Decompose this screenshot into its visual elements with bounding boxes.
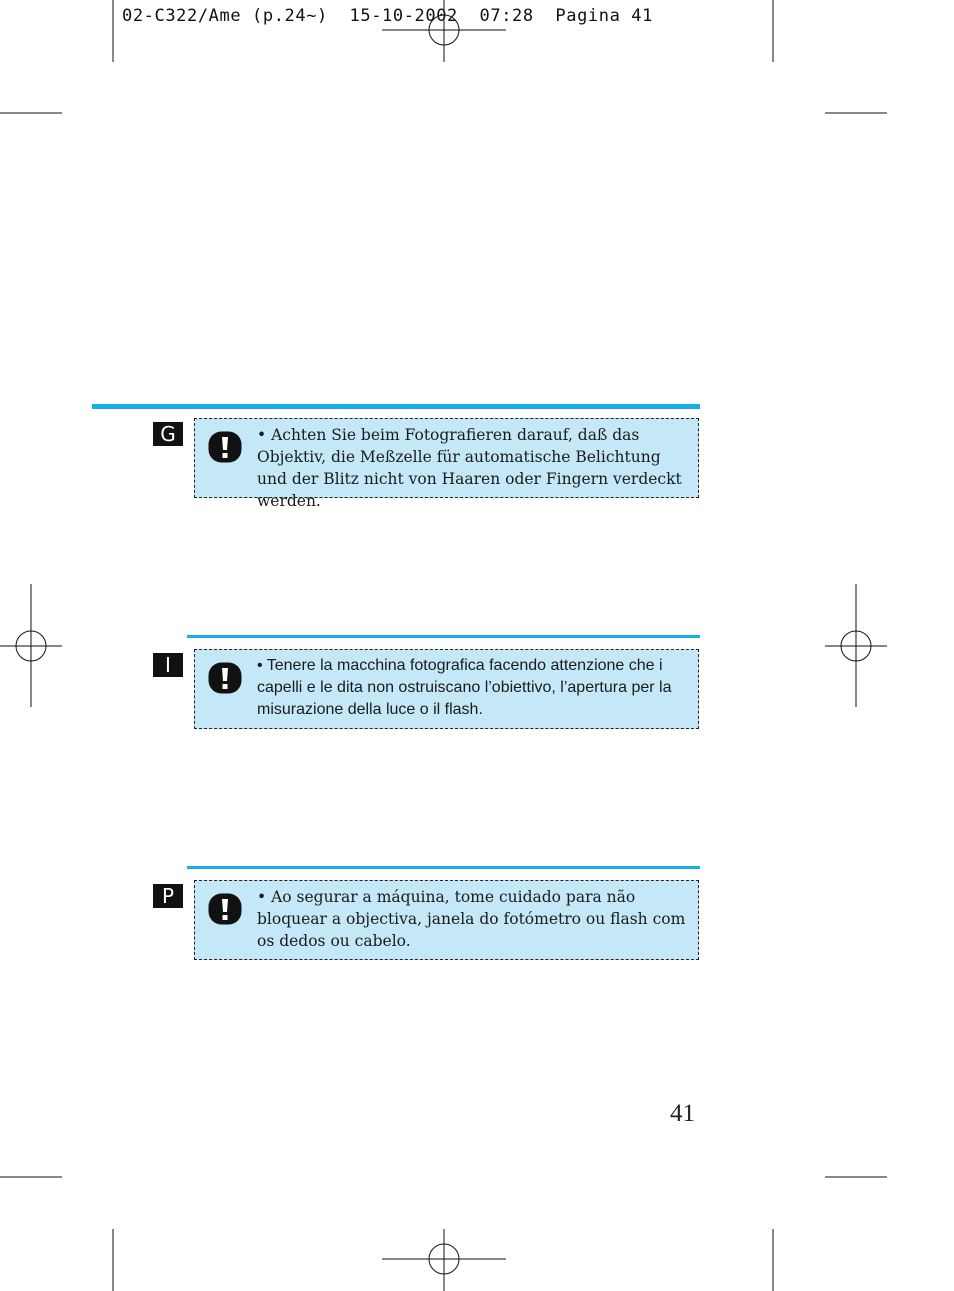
caution-text: • Ao segurar a máquina, tome cuidado para não bloquear a objectiva, janela do fotómetro ou flash com os dedos ou cabelo. [257, 888, 686, 950]
registration-mark-bottom [382, 1229, 506, 1291]
exclamation-warning-icon [208, 893, 242, 925]
registration-mark-right [825, 584, 887, 707]
caution-text: • Tenere la macchina fotografica facendo attenzione che i capelli e le dita non ostruiscano l’obiettivo, l’apertura per la misurazione della luce o il flash. [257, 657, 672, 718]
language-badge-german: G [153, 422, 183, 446]
exclamation-warning-icon [208, 431, 242, 463]
print-header: 02-C322/Ame (p.24~) 15-10-2002 07:28 Pagina 41 [122, 6, 653, 26]
caution-text: • Achten Sie beim Fotografieren darauf, daß das Objektiv, die Meßzelle für automatische Belichtung und der Blitz nicht von Haaren oder Fingern verdeckt werden. [257, 426, 682, 510]
caution-note-german [194, 418, 699, 510]
registration-mark-top [382, 0, 506, 62]
exclamation-warning-icon [208, 662, 242, 694]
caution-note-portuguese [194, 880, 699, 960]
section-rule-german [92, 404, 700, 409]
caution-note-italian [194, 649, 699, 729]
section-rule-portuguese [187, 866, 700, 869]
section-rule-italian [187, 635, 700, 638]
language-badge-italian: I [153, 653, 183, 677]
page-number: 41 [670, 1100, 695, 1127]
registration-mark-left [0, 584, 62, 707]
language-badge-portuguese: P [153, 884, 183, 908]
